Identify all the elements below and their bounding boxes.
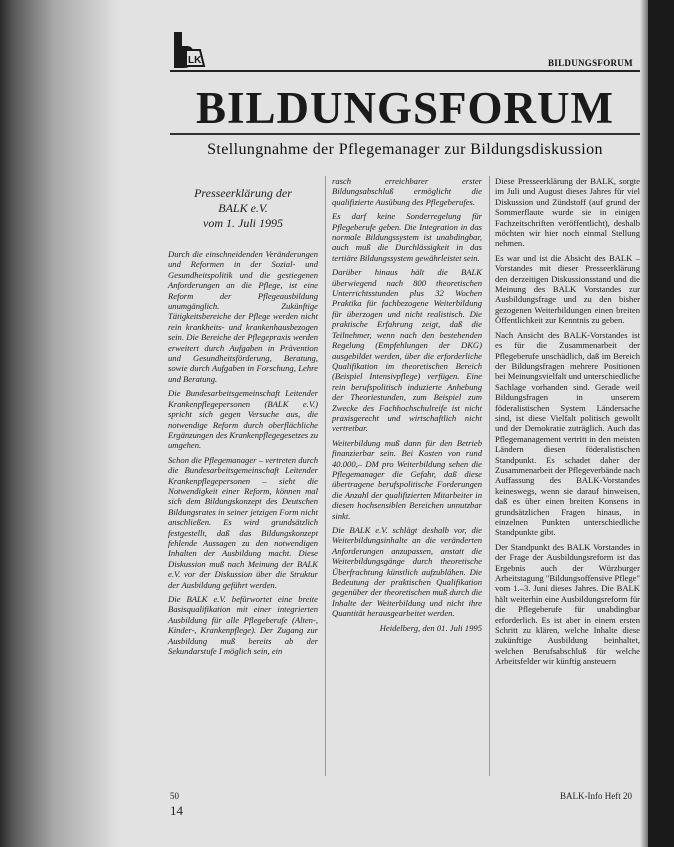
balk-logo-icon [170, 30, 208, 70]
paragraph: Durch die einschneidenden Veränderungen und Reformen in der Sozial- und Gesundheitspolitik und die gestiegenen Anforderungen an die Pflege, ist eine Reform der Pflegeausbildung unumgänglich. Zukünftige Tätigkeitsbereiche der Pflege werden nicht rein krankheits- und krankenhausbezogen sein. Die Bereiche der Pflegepraxis werden erweitert durch Aufgaben in Prävention und Gesundheitsförderung, Beratung, sowie durch Aufgaben in Forschung, Lehre und Beratung. [168, 249, 318, 384]
press-box-line: vom 1. Juli 1995 [203, 216, 283, 230]
paragraph: Diese Presseerklärung der BALK, sorgte im Juli und August dieses Jahres für viel Diskussion und Zündstoff (auf grund der Sommerflaute wurde sie in einigen Fachzeitschriften veröffentlicht), deshalb möchten wir hier noch einmal Stellung nehmen. [495, 176, 640, 249]
footer-issue: BALK-Info Heft 20 [560, 791, 632, 801]
page-edge-shadow [640, 0, 648, 847]
paragraph: Die BALK e.V. schlägt deshalb vor, die Weiterbildungsinhalte an die veränderten Anforderungen anzupassen, anstatt die Weiterbildungsgänge durch theoretische Überfrachtung künstlich aufzublähen. Die Bedeutung der praktischen Qualifikation gegenüber der theoretischen muß durch die Inhalte der Weiterbildung und nicht ihre Quantität herausgearbeitet werden. [332, 525, 482, 619]
spine-shadow [0, 0, 120, 847]
footer-page-number [170, 791, 183, 819]
press-release-box [170, 186, 316, 235]
column-2 [332, 176, 482, 637]
masthead-title: BILDUNGSFORUM [195, 83, 615, 133]
paragraph: Es war und ist die Absicht des BALK – Vorstandes mit dieser Presseerklärung den derzeitigen Diskussionsstand und die Meinung des BALK Vorstandes zur Ausbildungsfrage und zu den bisher gezogenen Weiterbildungen einen breiten Öffentlichkeit zur Kenntnis zu geben. [495, 252, 640, 326]
handwritten-number: 14 [170, 803, 183, 818]
paragraph: Die Bundesarbeitsgemeinschaft Leitender Krankenpflegepersonen (BALK e.V.) spricht sich gegen Versuche aus, die notwendige Reform durch oberflächliche Ergänzungen des Krankenpflegegesetzes zu umgehen. [168, 388, 318, 451]
column-divider [489, 176, 490, 776]
paragraph: Darüber hinaus hält die BALK überwiegend nach 800 theoretischen Unterrichtsstunden plus 32 Wochen Praktika für fachbezogene Weiterbildung für überzogen und nicht realistisch. Die praktische Erfahrung zeigt, daß die Teilnehmer, wenn nach den bestehenden Regelung (Empfehlungen der DKG) ausgebildet werden, über die erforderliche Qualifikation im theoretischen Bereich (Beispiel Intensivpflege) verfügen. Eine rein berufspolitisch induzierte Anhebung der Theoriestunden, zum Beispiel zum Zwecke des Fachhochschulreife ist nicht praxisgerecht und wirtschaftlich nicht vertretbar. [332, 267, 482, 434]
masthead-rule [170, 133, 640, 135]
press-box-line: Presseerklärung der [194, 186, 292, 200]
page-number: 50 [170, 791, 179, 801]
column-3 [495, 176, 640, 671]
svg-text:LK: LK [188, 55, 202, 66]
paragraph: Es darf keine Sonderregelung für Pflegeberufe geben. Die Integration in das normale Bildungssystem ist unabdingbar, auch muß die Durchlässigkeit in das tertiäre Bildungssystem gewährleistet sein. [332, 211, 482, 263]
column-1 [168, 172, 318, 660]
paragraph: rasch erreichbarer erster Bildungsabschluß ermöglicht die qualifizierte Ausübung des Pflegeberufes. [332, 176, 482, 207]
paragraph: Nach Ansicht des BALK-Vorstandes ist es für die Zusammenarbeit der Pflegeberufe unschädlich, daß im Bereich der Bildungsfragen mehrere Positionen bei Meinungsvielfalt und unterschiedliche Sachlage vorhanden sind. Gerade weil Bildungsfragen in unserem föderalistischen System Ländersache sind, ist diese Vielfalt politisch gewollt und der Demokratie zuträglich. Auch das Pflegemanagement vertritt in den meisten Ländern diesen föderalistischen Standpunkt. Es schadet daher der Zusammenarbeit der Pflegeverbände nach Auffassung des BALK-Vorstandes keineswegs, wenn sie darauf hinweisen, daß es über einen breiten Konsens in grundsätzlichen Fragen hinaus, in einzelnen Punkten unterschiedliche Standpunkte gibt. [495, 329, 640, 538]
paragraph: Schon die Pflegemanager – vertreten durch die Bundesarbeitsgemeinschaft Leitender Krankenpflegepersonen – sieht die Notwendigkeit einer Reform, können mal sich dem Bildungskonzept des Deutschen Bildungsrates in seiner jetzigen Form nicht anschließen. Es wird grundsätzlich festgestellt, daß das Bildungskonzept fehlende Aussagen zu den notwendigen Inhalten der Ausbildung macht. Diese Diskussion muß nach Meinung der BALK e.V. vor der Diskussion über die Struktur der Ausbildung geführt werden. [168, 454, 318, 590]
dateline: Heidelberg, den 01. Juli 1995 [379, 622, 482, 633]
column-divider [325, 176, 326, 776]
paragraph: Weiterbildung muß dann für den Betrieb finanzierbar sein. Bei Kosten von rund 40.000,– DM pro Weiterbildung sehen die Pflegemanager die Gefahr, daß diese übertragene berufspolitische Forderungen die Anzahl der qualifizierten Mitarbeiter in diesen hochsensiblen Bereichen unnutzbar sinkt. [332, 437, 482, 521]
running-head: BILDUNGSFORUM [548, 58, 633, 68]
article-subtitle: Stellungnahme der Pflegemanager zur Bildungsdiskussion [207, 141, 603, 158]
top-rule [170, 70, 640, 72]
press-box-line: BALK e.V. [218, 201, 268, 215]
paragraph: Die BALK e.V. befürwortet eine breite Basisqualifikation mit einer integrierten Ausbildung für alle Pflegeberufe (Alten-, Kinder-, Krankenpflege). Der Zugang zur Ausbildung muß bereits ab der Sekundarstufe I möglich sein, ein [168, 594, 318, 657]
paragraph: Der Standpunkt des BALK Vorstandes in der Frage der Ausbildungsreform ist das Ergebnis auch der Würzburger Arbeitstagung "Bildungsoffensive Pflege" vom 1.–3. Juni dieses Jahres. Die BALK hält weiterhin eine Ausbildungsreform für die Pflegeberufe für unabdingbar erforderlich. Es ist aber in einem ersten Schritt zu klären, welche Inhalte diese zukünftige Ausbildung beinhaltet, welchen Berufsabschluß für welche Arbeitsfelder wir künftig ansteuern [495, 541, 640, 667]
